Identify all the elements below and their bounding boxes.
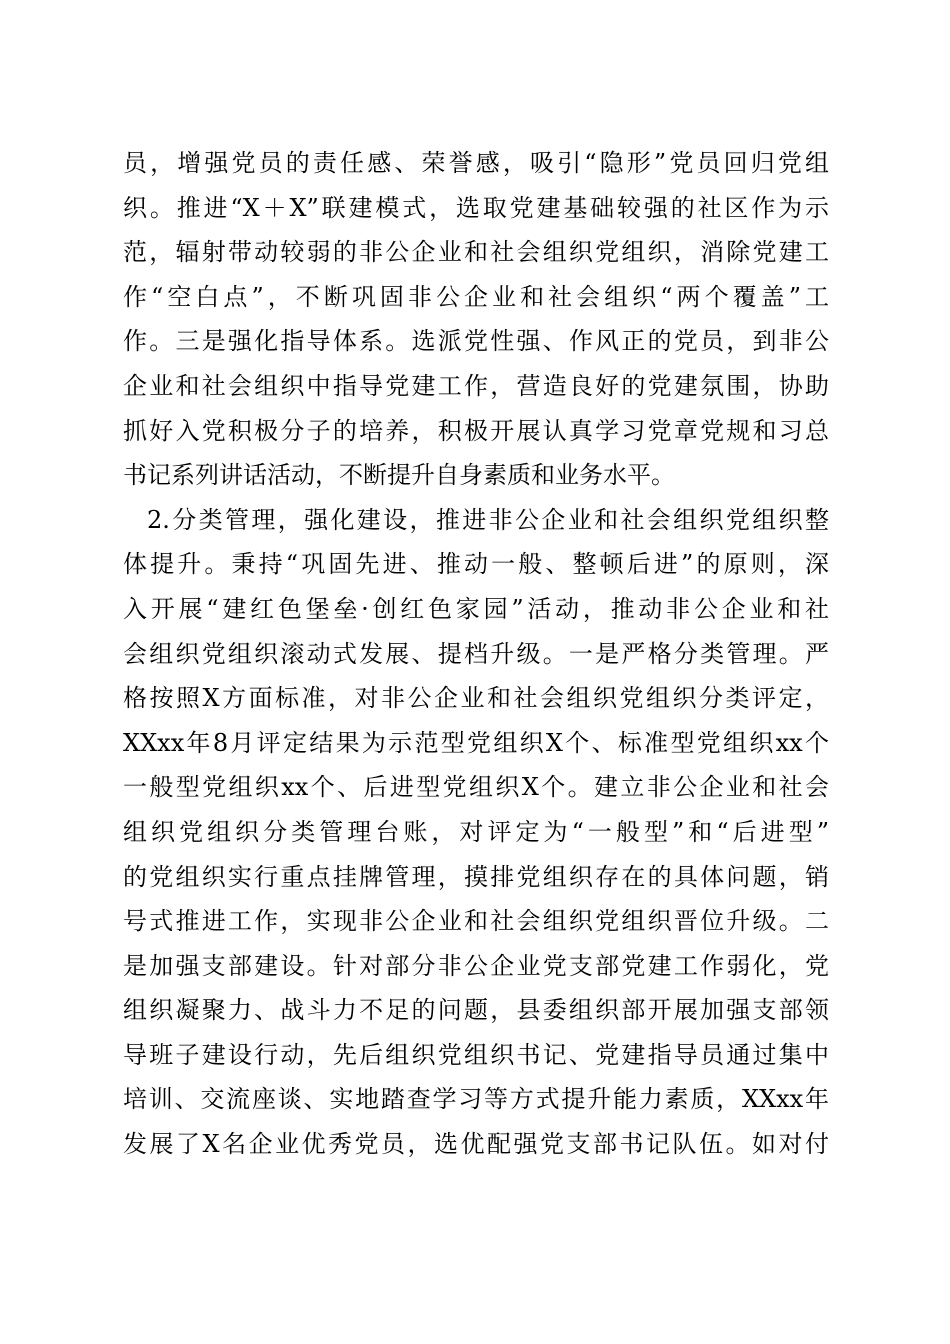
text-line: 范，辐射带动较弱的非公企业和社会组织党组织，消除党建工: [123, 238, 829, 267]
text-line: 2.分类管理，强化建设，推进非公企业和社会组织党组织整: [147, 505, 829, 534]
text-line: 的党组织实行重点挂牌管理，摸排党组织存在的具体问题，销: [123, 862, 829, 891]
paragraph-1: [123, 141, 829, 498]
text-line: 作“空白点”，不断巩固非公企业和社会组织“两个覆盖”工: [123, 282, 829, 311]
text-line: 作。三是强化指导体系。选派党性强、作风正的党员，到非公: [123, 327, 829, 356]
text-line: XXxx年8月评定结果为示范型党组织X个、标准型党组织xx个: [123, 728, 829, 757]
text-line: 导班子建设行动，先后组织党组织书记、党建指导员通过集中: [123, 1040, 829, 1069]
text-line: 一般型党组织xx个、后进型党组织X个。建立非公企业和社会: [123, 773, 829, 802]
document-body: [123, 141, 829, 1167]
text-line: 抓好入党积极分子的培养，积极开展认真学习党章党规和习总: [123, 416, 829, 445]
text-line: 组织党组织分类管理台账，对评定为“一般型”和“后进型”: [123, 817, 829, 846]
text-line: 会组织党组织滚动式发展、提档升级。一是严格分类管理。严: [123, 639, 829, 668]
text-line: 织。推进“X＋X”联建模式，选取党建基础较强的社区作为示: [123, 193, 829, 222]
text-line: 培训、交流座谈、实地踏查学习等方式提升能力素质，XXxx年: [123, 1085, 829, 1114]
text-line: 格按照X方面标准，对非公企业和社会组织党组织分类评定，: [123, 684, 829, 713]
text-line: 企业和社会组织中指导党建工作，营造良好的党建氛围，协助: [123, 371, 829, 400]
text-line: 号式推进工作，实现非公企业和社会组织党组织晋位升级。二: [123, 907, 829, 936]
text-line: 体提升。秉持“巩固先进、推动一般、整顿后进”的原则，深: [123, 550, 829, 579]
text-line: 入开展“建红色堡垒·创红色家园”活动，推动非公企业和社: [123, 594, 829, 623]
text-line: 是加强支部建设。针对部分非公企业党支部党建工作弱化，党: [123, 951, 829, 980]
text-line: 书记系列讲话活动，不断提升自身素质和业务水平。: [123, 461, 675, 490]
text-line: 员，增强党员的责任感、荣誉感，吸引“隐形”党员回归党组: [123, 149, 829, 177]
paragraph-2: [123, 498, 829, 1167]
text-line: 组织凝聚力、战斗力不足的问题，县委组织部开展加强支部领: [123, 996, 829, 1025]
text-line: 发展了X名企业优秀党员，选优配强党支部书记队伍。如对付: [123, 1130, 829, 1159]
